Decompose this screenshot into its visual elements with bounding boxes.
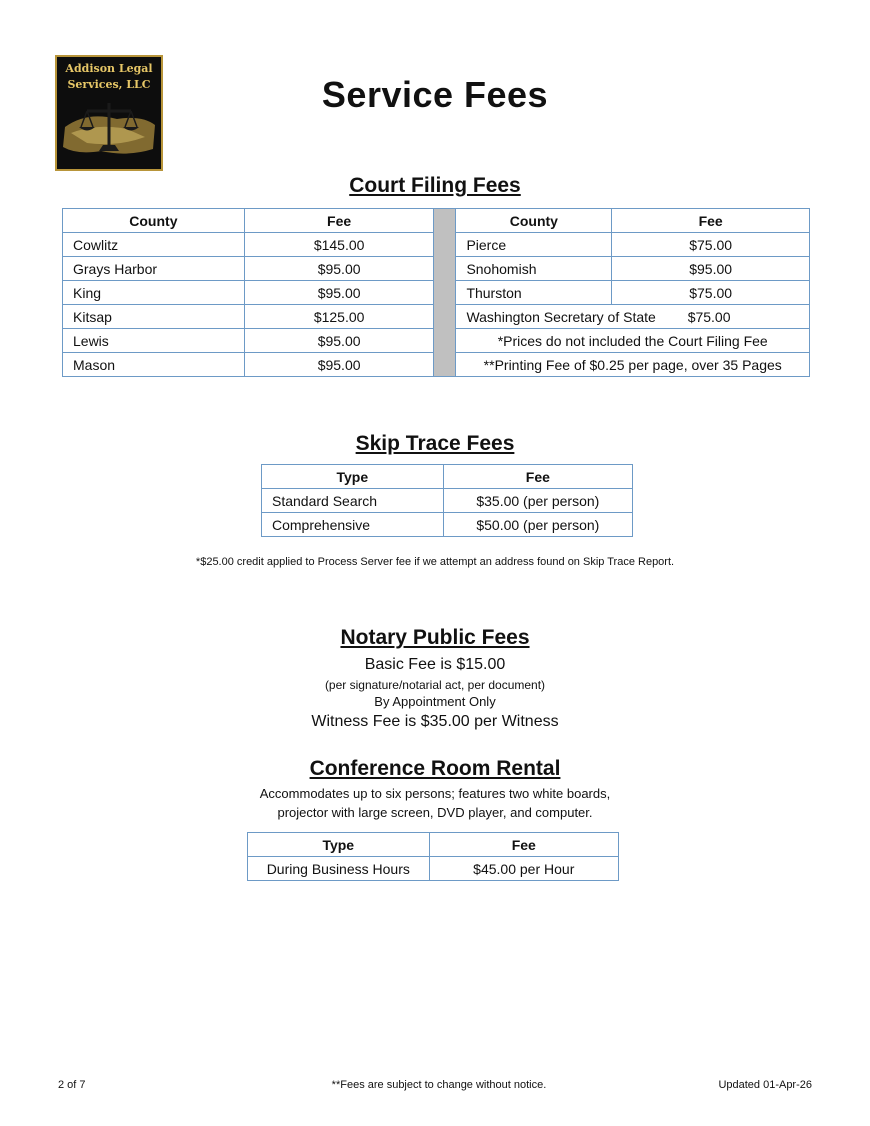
column-header-type: Type — [262, 465, 444, 489]
fee-cell: $75.00 — [687, 308, 731, 325]
table-header-row — [248, 833, 619, 857]
county-cell: Washington Secretary of State — [466, 308, 656, 325]
fee-cell: $35.00 (per person) — [443, 489, 632, 513]
footnote-cell: *Prices do not included the Court Filing Fee — [456, 329, 810, 353]
type-cell: During Business Hours — [248, 857, 430, 881]
page-number: 2 of 7 — [58, 1079, 86, 1091]
notary-appointment: By Appointment Only — [374, 694, 496, 709]
conference-description-line-1: Accommodates up to six persons; features two white boards, — [259, 786, 611, 801]
skip-trace-table — [261, 464, 633, 537]
county-cell: Grays Harbor — [63, 257, 245, 281]
county-cell: Pierce — [456, 233, 612, 257]
county-cell: Snohomish — [456, 257, 612, 281]
notary-witness-fee: Witness Fee is $35.00 per Witness — [311, 713, 559, 730]
type-cell: Standard Search — [262, 489, 444, 513]
combined-county-fee-cell — [456, 305, 810, 329]
fee-cell: $95.00 — [612, 257, 810, 281]
notary-heading: Notary Public Fees — [340, 626, 530, 649]
fee-cell: $75.00 — [612, 233, 810, 257]
fee-cell: $75.00 — [612, 281, 810, 305]
logo-line-1: Addison Legal — [65, 62, 153, 75]
column-header-fee: Fee — [443, 465, 632, 489]
column-header-county: County — [456, 209, 612, 233]
column-header-fee: Fee — [244, 209, 434, 233]
fee-cell: $95.00 — [244, 353, 434, 377]
column-header-fee: Fee — [429, 833, 618, 857]
type-cell: Comprehensive — [262, 513, 444, 537]
county-cell: King — [63, 281, 245, 305]
fee-cell: $125.00 — [244, 305, 434, 329]
skip-trace-footnote: *$25.00 credit applied to Process Server fee if we attempt an address found on Skip Trace Report. — [195, 556, 675, 568]
skip-trace-heading: Skip Trace Fees — [355, 432, 515, 455]
table-row — [248, 857, 619, 881]
footer-notice: **Fees are subject to change without notice. — [331, 1079, 547, 1091]
county-cell: Cowlitz — [63, 233, 245, 257]
fee-cell: $45.00 per Hour — [429, 857, 618, 881]
county-cell: Thurston — [456, 281, 612, 305]
conference-table — [247, 832, 619, 881]
fee-cell: $145.00 — [244, 233, 434, 257]
court-filing-heading: Court Filing Fees — [349, 174, 521, 197]
table-row — [262, 489, 633, 513]
court-filing-table — [62, 208, 810, 377]
page-title: Service Fees — [321, 74, 549, 115]
table-row — [262, 513, 633, 537]
column-header-fee: Fee — [612, 209, 810, 233]
fee-cell: $50.00 (per person) — [443, 513, 632, 537]
fee-cell: $95.00 — [244, 281, 434, 305]
notary-basic-fee: Basic Fee is $15.00 — [364, 656, 506, 673]
county-cell: Kitsap — [63, 305, 245, 329]
fee-cell: $95.00 — [244, 329, 434, 353]
table-header-row — [262, 465, 633, 489]
column-header-county: County — [63, 209, 245, 233]
conference-description-line-2: projector with large screen, DVD player, and computer. — [277, 805, 593, 820]
logo-line-2: Services, LLC — [67, 78, 151, 91]
footnote-cell: **Printing Fee of $0.25 per page, over 35 Pages — [456, 353, 810, 377]
county-cell: Mason — [63, 353, 245, 377]
table-header-row — [63, 209, 810, 233]
fee-cell: $95.00 — [244, 257, 434, 281]
notary-per-signature: (per signature/notarial act, per document) — [324, 678, 546, 692]
conference-heading: Conference Room Rental — [309, 757, 561, 780]
county-cell: Lewis — [63, 329, 245, 353]
column-header-type: Type — [248, 833, 430, 857]
table-divider — [434, 209, 456, 377]
updated-date: Updated 01-Apr-26 — [718, 1079, 812, 1091]
